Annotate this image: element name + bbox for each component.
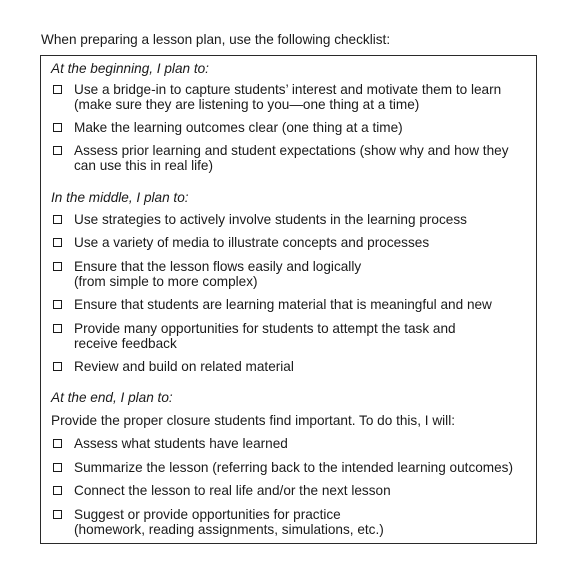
checkbox[interactable]	[53, 510, 62, 519]
item-text: Use a bridge-in to capture students’ interest and motivate them to learn	[74, 82, 502, 97]
checkbox[interactable]	[53, 146, 62, 155]
section-heading-middle: In the middle, I plan to:	[51, 190, 189, 205]
checkbox[interactable]	[53, 463, 62, 472]
item-text: Connect the lesson to real life and/or the next lesson	[74, 483, 391, 498]
item-text: Review and build on related material	[74, 359, 294, 374]
item-text-cont: (from simple to more complex)	[74, 274, 258, 289]
item-text-cont: (homework, reading assignments, simulations, etc.)	[74, 522, 384, 537]
section-heading-end: At the end, I plan to:	[51, 390, 173, 405]
checkbox[interactable]	[53, 486, 62, 495]
checkbox[interactable]	[53, 300, 62, 309]
item-text: Summarize the lesson (referring back to the intended learning outcomes)	[74, 460, 514, 475]
section-note: Provide the proper closure students find important. To do this, I will:	[51, 413, 455, 428]
item-text-cont: can use this in real life)	[74, 158, 214, 173]
checkbox[interactable]	[53, 215, 62, 224]
checkbox[interactable]	[53, 362, 62, 371]
section-heading-beginning: At the beginning, I plan to:	[51, 61, 209, 76]
checkbox[interactable]	[53, 324, 62, 333]
item-text: Ensure that students are learning material that is meaningful and new	[74, 297, 492, 312]
checkbox[interactable]	[53, 262, 62, 271]
item-text: Suggest or provide opportunities for practice	[74, 507, 341, 522]
item-text: Provide many opportunities for students to attempt the task and	[74, 321, 456, 336]
intro-text: When preparing a lesson plan, use the following checklist:	[41, 32, 391, 47]
item-text: Use strategies to actively involve students in the learning process	[74, 212, 467, 227]
item-text: Make the learning outcomes clear (one thing at a time)	[74, 120, 403, 135]
item-text: Ensure that the lesson flows easily and logically	[74, 259, 362, 274]
item-text: Use a variety of media to illustrate concepts and processes	[74, 235, 430, 250]
checkbox[interactable]	[53, 238, 62, 247]
checkbox[interactable]	[53, 123, 62, 132]
checkbox[interactable]	[53, 439, 62, 448]
item-text-cont: receive feedback	[74, 336, 177, 351]
checkbox[interactable]	[53, 85, 62, 94]
item-text: Assess what students have learned	[74, 436, 288, 451]
item-text-cont: (make sure they are listening to you—one thing at a time)	[74, 97, 420, 112]
item-text: Assess prior learning and student expectations (show why and how they	[74, 143, 509, 158]
